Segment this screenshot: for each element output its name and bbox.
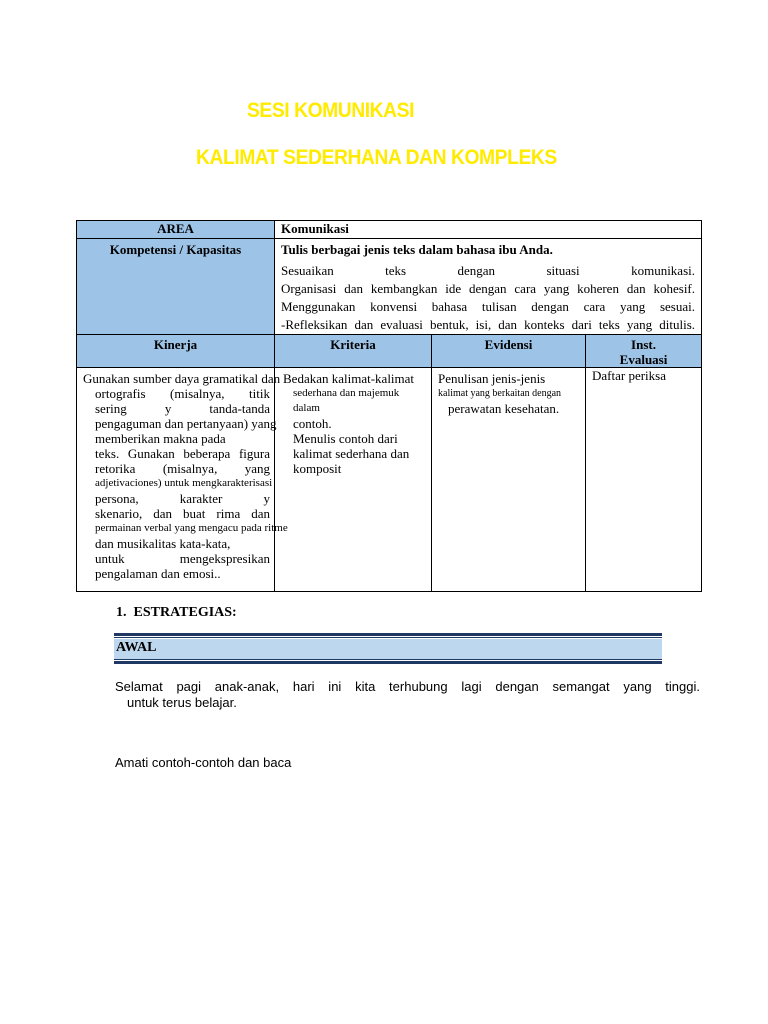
kriteria-line: kalimat sederhana dan [293, 446, 410, 461]
kinerja-line: dan musikalitas kata-kata, [95, 536, 231, 551]
kinerja-line: memberikan makna pada [95, 431, 226, 446]
area-value: Komunikasi [275, 221, 702, 239]
col-header-inst-evaluasi [586, 335, 702, 368]
kompetensi-label: Kompetensi / Kapasitas [77, 239, 275, 335]
kriteria-line: Bedakan kalimat-kalimat [283, 371, 415, 386]
kinerja-cell [77, 368, 288, 592]
kinerja-line: sering y tanda-tanda [95, 401, 270, 416]
kompetensi-line: Sesuaikan teks dengan situasi komunikasi. [281, 263, 696, 278]
title-kalimat: KALIMAT SEDERHANA DAN KOMPLEKS [196, 146, 557, 169]
competency-table [76, 220, 702, 592]
col-header-kriteria: Kriteria [275, 335, 432, 368]
amati-text: Amati contoh-contoh dan baca [115, 755, 292, 770]
intro-paragraph [115, 679, 700, 711]
kinerja-line: pengalaman dan emosi.. [95, 566, 221, 581]
inst-value: Daftar periksa [592, 368, 666, 383]
kompetensi-line: Tulis berbagai jenis teks dalam bahasa ibu Anda. [281, 242, 553, 257]
kriteria-line: contoh. [293, 416, 332, 431]
kinerja-line: persona, karakter y [95, 491, 270, 506]
inst-evaluasi-cell [586, 368, 702, 592]
kinerja-line: permainan verbal yang mengacu pada ritme [95, 522, 288, 534]
awal-banner [114, 633, 662, 664]
kinerja-line: pengaguman dan pertanyaan) yang [95, 416, 277, 431]
kriteria-line: komposit [293, 461, 342, 476]
kinerja-line: teks. Gunakan beberapa figura [95, 446, 270, 461]
kinerja-line: skenario, dan buat rima dan [95, 506, 270, 521]
kriteria-cell [275, 368, 432, 592]
kinerja-line: adjetivaciones) untuk mengkarakterisasi [95, 477, 273, 489]
kinerja-line: retorika (misalnya, yang [95, 461, 270, 476]
kriteria-line: Menulis contoh dari [293, 431, 398, 446]
col-header-evaluasi: Evaluasi [619, 352, 668, 367]
evidensi-line: perawatan kesehatan. [448, 401, 560, 416]
evidensi-cell [432, 368, 586, 592]
intro-line: Selamat pagi anak-anak, hari ini kita terhubung lagi dengan semangat yang tinggi. [115, 679, 700, 694]
awal-label: AWAL [116, 640, 157, 655]
kompetensi-value [275, 239, 702, 335]
kriteria-line: sederhana dan majemuk dalam [293, 387, 400, 414]
kompetensi-line: -Refleksikan dan evaluasi bentuk, isi, dan konteks dari teks yang ditulis. [281, 317, 696, 332]
area-label: AREA [77, 221, 275, 239]
evidensi-line: Penulisan jenis-jenis [438, 371, 546, 386]
col-header-kinerja: Kinerja [77, 335, 275, 368]
title-sesi: SESI KOMUNIKASI [247, 99, 415, 122]
kompetensi-line: Menggunakan konvensi bahasa tulisan dengan cara yang sesuai. [281, 299, 696, 314]
kinerja-line: ortografis (misalnya, titik [95, 386, 270, 401]
kinerja-line: Gunakan sumber daya gramatikal dan [83, 371, 281, 386]
col-header-evidensi: Evidensi [432, 335, 586, 368]
kompetensi-line: Organisasi dan kembangkan ide dengan cara yang koheren dan kohesif. [281, 281, 696, 296]
intro-line: untuk terus belajar. [127, 695, 237, 710]
col-header-inst: Inst. [631, 337, 656, 352]
evidensi-line: kalimat yang berkaitan dengan [438, 388, 562, 399]
kinerja-line: untuk mengekspresikan [95, 551, 270, 566]
section-heading-estrategias: 1. ESTRATEGIAS: [116, 605, 237, 620]
